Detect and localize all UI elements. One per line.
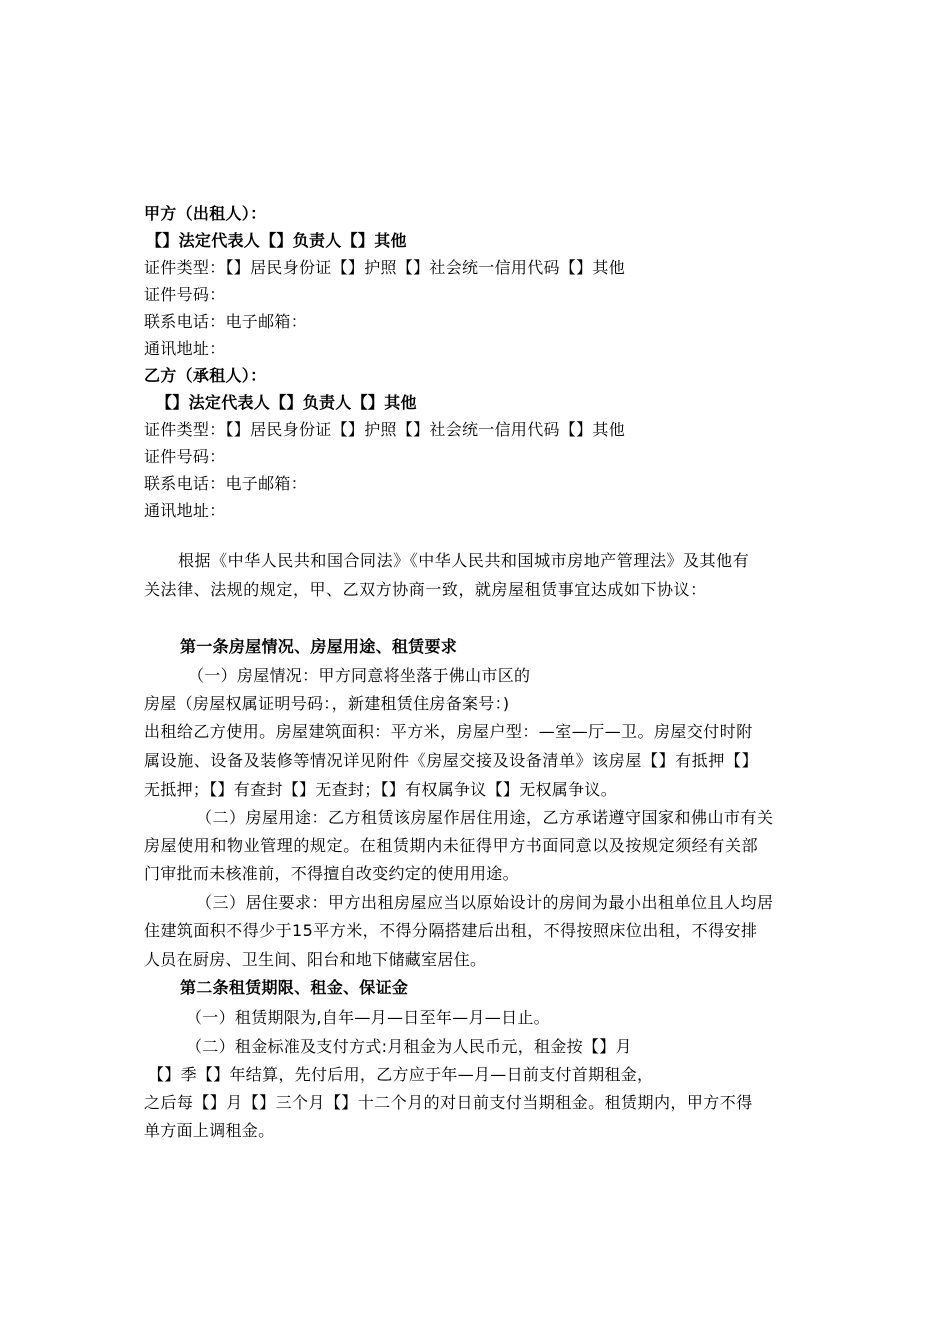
article-1-line: 出租给乙方使用。房屋建筑面积：平方米，房屋户型：—室—厅—卫。房屋交付时附 [144,722,753,741]
article-2-line: 单方面上调租金。 [144,1121,275,1140]
article-1-line: 人员在厨房、卫生间、阳台和地下储藏室居住。 [144,950,487,969]
party-b-contact: 联系电话：电子邮箱： [144,474,308,493]
article-1-title: 第一条房屋情况、房屋用途、租赁要求 [180,637,458,656]
article-2-line: （二）租金标准及支付方式:月租金为人民币元，租金按【】月 [186,1037,632,1056]
party-b-role-options: 【】法定代表人【】负责人【】其他 [156,393,417,412]
preamble-line: 根据《中华人民共和国合同法》《中华人民共和国城市房地产管理法》及其他有 [178,551,750,570]
party-b-id-type: 证件类型：【】居民身份证【】护照【】社会统一信用代码【】其他 [144,420,626,439]
party-b-heading: 乙方（承租人）： [144,366,267,385]
article-1-line: 无抵押；【】有查封【】无查封；【】有权属争议【】无权属争议。 [144,780,618,799]
party-a-id-number: 证件号码： [144,285,226,304]
article-2-line: 之后每【】月【】三个月【】十二个月的对日前支付当期租金。租赁期内，甲方不得 [144,1093,753,1112]
party-b-id-number: 证件号码： [144,447,226,466]
party-a-heading: 甲方（出租人）： [144,204,267,223]
party-a-address: 通讯地址： [144,339,226,358]
article-1-line: 房屋（房屋权属证明号码：，新建租赁住房备案号：) [144,694,510,713]
article-1-line: 住建筑面积不得少于15平方米，不得分隔搭建后出租，不得按照床位出租，不得安排 [144,921,758,940]
party-a-contact: 联系电话：电子邮箱： [144,312,308,331]
preamble-line: 关法律、法规的规定，甲、乙双方协商一致，就房屋租赁事宜达成如下协议： [144,580,707,599]
article-1-line: 房屋使用和物业管理的规定。在租赁期内未征得甲方书面同意以及按规定须经有关部 [144,836,759,855]
article-1-line: （二）房屋用途：乙方租赁该房屋作居住用途，乙方承诺遵守国家和佛山市有关 [196,808,774,827]
article-1-line: 属设施、设备及装修等情况详见附件《房屋交接及设备清单》该房屋【】有抵押【】 [144,751,759,770]
article-1-line: （一）房屋情况：甲方同意将坐落于佛山市区的 [188,666,531,685]
party-a-id-type: 证件类型：【】居民身份证【】护照【】社会统一信用代码【】其他 [144,258,626,277]
article-2-title: 第二条租赁期限、租金、保证金 [180,978,409,997]
article-1-line: （三）居住要求：甲方出租房屋应当以原始设计的房间为最小出租单位且人均居 [196,893,774,912]
article-1-line: 门审批而未核准前，不得擅自改变约定的使用用途。 [144,864,519,883]
party-a-role-options: 【】法定代表人【】负责人【】其他 [146,231,407,250]
article-2-line: 【】季【】年结算，先付后用，乙方应于年—月—日前支付首期租金， [148,1065,654,1084]
party-b-address: 通讯地址： [144,501,226,520]
article-2-line: （一）租赁期限为,自年—月—日至年—月—日止。 [186,1008,550,1027]
